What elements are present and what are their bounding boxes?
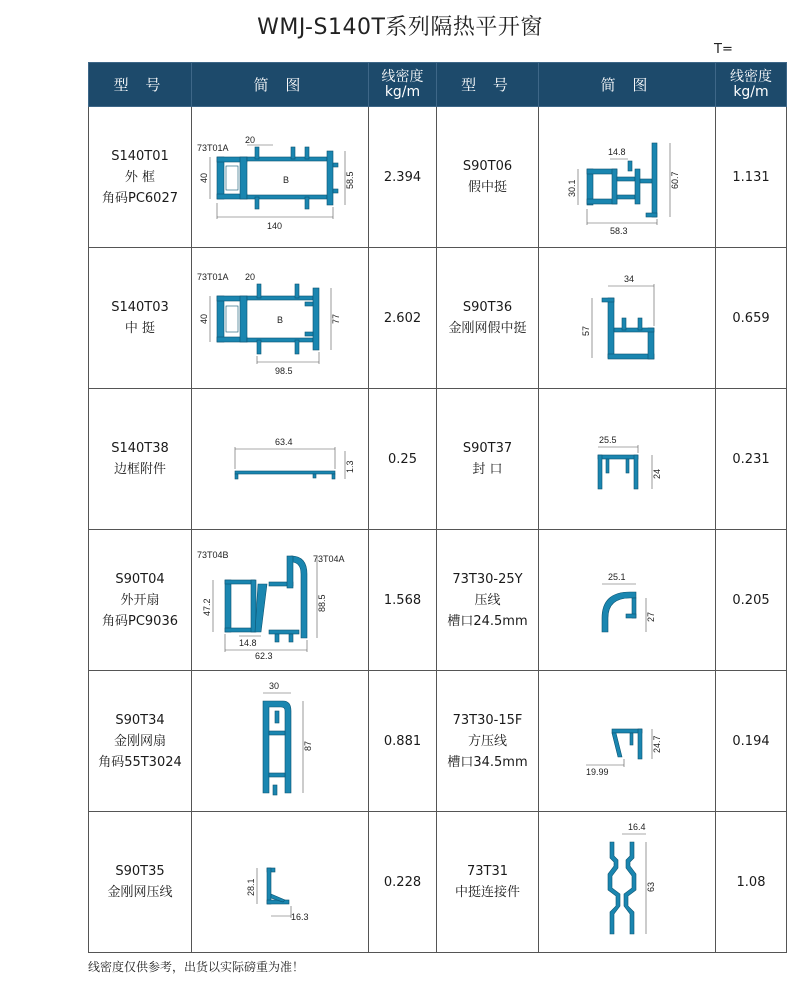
model-cell xyxy=(437,530,539,671)
diagram-cell xyxy=(192,248,369,389)
dim-label: 14.8 xyxy=(608,147,626,157)
dim-label: 20 xyxy=(245,135,256,145)
profile-drawing-s90t37 xyxy=(542,399,712,519)
model-desc: 封 口 xyxy=(472,462,503,477)
profile-drawing-73t31 xyxy=(542,822,712,942)
table-row xyxy=(89,812,787,953)
model-desc: 方压线 xyxy=(467,733,507,749)
table-row xyxy=(89,389,787,530)
dim-label: B xyxy=(277,315,284,325)
dim-label: 73T04B xyxy=(197,550,229,560)
model-code: 73T30-25Y xyxy=(452,571,523,587)
model-cell xyxy=(437,389,539,530)
dim-label: 47.2 xyxy=(202,598,212,616)
dim-label: 58.3 xyxy=(610,226,628,236)
dim-label: 73T01A xyxy=(197,143,229,153)
dim-label: 62.3 xyxy=(255,651,273,660)
density-value: 2.602 xyxy=(369,248,437,389)
profile-drawing-s140t38 xyxy=(195,399,365,519)
dim-label: 20 xyxy=(245,272,256,282)
profile-drawing-73t30-25y xyxy=(542,540,712,660)
profile-drawing-s90t36 xyxy=(542,258,712,378)
model-cell xyxy=(89,107,192,248)
dim-label: 16.3 xyxy=(291,912,309,922)
dim-label: 73T04A xyxy=(313,554,345,564)
model-cell xyxy=(437,248,539,389)
diagram-cell xyxy=(539,671,716,812)
dim-label: 63.4 xyxy=(275,437,293,447)
diagram-cell xyxy=(539,248,716,389)
model-desc: 槽口34.5mm xyxy=(447,754,528,770)
dim-label: 77 xyxy=(331,313,341,324)
model-cell xyxy=(437,107,539,248)
table-row xyxy=(89,107,787,248)
model-code: S90T04 xyxy=(115,571,165,587)
model-cell xyxy=(89,248,192,389)
dim-label: 98.5 xyxy=(275,366,293,376)
dim-label: 30 xyxy=(269,681,280,691)
page-title: WMJ-S140T系列隔热平开窗 xyxy=(257,15,543,40)
dim-label: 27 xyxy=(646,611,656,622)
dim-label: 60.7 xyxy=(670,171,680,189)
profile-drawing-s90t34 xyxy=(195,681,365,801)
model-code: S90T35 xyxy=(115,864,165,879)
model-cell xyxy=(437,812,539,953)
profile-spec-table xyxy=(88,62,787,953)
model-cell xyxy=(437,671,539,812)
model-desc: 外 框 xyxy=(124,169,156,185)
model-desc: 角码PC6027 xyxy=(101,190,178,206)
dim-label: 40 xyxy=(199,172,209,183)
model-desc: 中挺连接件 xyxy=(454,885,520,900)
density-value: 2.394 xyxy=(369,107,437,248)
density-value: 1.131 xyxy=(716,107,787,248)
header-density-unit-2: kg/m xyxy=(733,83,769,100)
model-code: S140T38 xyxy=(111,441,169,456)
footer-note: 线密度仅供参考，出货以实际磅重为准！ xyxy=(88,960,305,974)
profile-drawing-73t30-15f xyxy=(542,681,712,801)
dim-label: 28.1 xyxy=(246,878,256,896)
model-code: S140T01 xyxy=(111,148,169,164)
model-code: S140T03 xyxy=(111,300,169,315)
dim-label: 24 xyxy=(652,468,662,479)
profile-drawing-s90t35 xyxy=(195,822,365,942)
density-value: 0.25 xyxy=(369,389,437,530)
model-code: S90T34 xyxy=(115,712,165,728)
density-value: 0.194 xyxy=(716,671,787,812)
dim-label: 30.1 xyxy=(567,179,577,197)
profile-drawing-s90t06 xyxy=(542,117,712,237)
model-cell xyxy=(89,671,192,812)
model-code: S90T36 xyxy=(462,300,513,315)
table-header-row xyxy=(89,63,787,107)
model-desc: 中 挺 xyxy=(124,321,156,336)
model-desc: 压线 xyxy=(474,592,501,608)
diagram-cell xyxy=(539,812,716,953)
table-row xyxy=(89,248,787,389)
model-code: S90T37 xyxy=(462,441,513,456)
profile-drawing-s90t04 xyxy=(195,540,365,660)
model-cell xyxy=(89,530,192,671)
model-desc: 外开扇 xyxy=(120,592,160,608)
dim-label: 34 xyxy=(624,274,635,284)
density-value: 1.08 xyxy=(716,812,787,953)
density-value: 1.568 xyxy=(369,530,437,671)
dim-label: 19.99 xyxy=(586,767,609,777)
dim-label: 87 xyxy=(303,740,313,751)
header-model-2: 型 号 xyxy=(437,63,539,107)
model-desc: 金刚网假中挺 xyxy=(448,321,527,336)
header-density-name: 线密度 xyxy=(381,68,424,85)
dim-label: B xyxy=(283,175,290,185)
model-desc: 假中挺 xyxy=(467,180,507,195)
dim-label: 16.4 xyxy=(628,822,646,832)
model-code: 73T31 xyxy=(466,864,509,879)
model-desc: 金刚网压线 xyxy=(107,885,173,900)
t-mark: T= xyxy=(714,42,733,57)
model-code: 73T30-15F xyxy=(452,712,523,728)
dim-label: 1.3 xyxy=(345,460,355,473)
density-value: 0.659 xyxy=(716,248,787,389)
header-density-2 xyxy=(716,63,787,107)
diagram-cell xyxy=(539,389,716,530)
diagram-cell xyxy=(192,530,369,671)
model-desc: 角码55T3024 xyxy=(98,754,182,770)
table-row xyxy=(89,530,787,671)
dim-label: 25.1 xyxy=(608,572,626,582)
model-code: S90T06 xyxy=(462,159,513,174)
density-value: 0.228 xyxy=(369,812,437,953)
header-density-unit: kg/m xyxy=(384,83,421,100)
diagram-cell xyxy=(539,530,716,671)
dim-label: 58.5 xyxy=(345,171,355,189)
dim-label: 88.5 xyxy=(317,594,327,612)
dim-label: 24.7 xyxy=(652,735,662,753)
dim-label: 14.8 xyxy=(239,638,257,648)
model-desc: 槽口24.5mm xyxy=(447,613,528,629)
diagram-cell xyxy=(192,107,369,248)
header-diagram-2: 简 图 xyxy=(539,63,716,107)
header-model: 型 号 xyxy=(89,63,192,107)
model-desc: 金刚网扇 xyxy=(113,733,166,749)
dim-label: 40 xyxy=(199,313,209,324)
model-cell xyxy=(89,812,192,953)
model-cell xyxy=(89,389,192,530)
dim-label: 63 xyxy=(646,881,656,892)
diagram-cell xyxy=(192,389,369,530)
header-density-name-2: 线密度 xyxy=(730,68,772,85)
table-row xyxy=(89,671,787,812)
dim-label: 140 xyxy=(267,221,283,231)
diagram-cell xyxy=(192,671,369,812)
profile-drawing-s140t01 xyxy=(195,117,365,237)
profile-drawing-s140t03 xyxy=(195,258,365,378)
density-value: 0.881 xyxy=(369,671,437,812)
dim-label: 25.5 xyxy=(599,435,617,445)
header-density xyxy=(369,63,437,107)
dim-label: 73T01A xyxy=(197,272,229,282)
density-value: 0.205 xyxy=(716,530,787,671)
diagram-cell xyxy=(539,107,716,248)
model-desc: 边框附件 xyxy=(113,462,166,477)
header-diagram: 简 图 xyxy=(192,63,369,107)
model-desc: 角码PC9036 xyxy=(101,613,178,629)
density-value: 0.231 xyxy=(716,389,787,530)
diagram-cell xyxy=(192,812,369,953)
dim-label: 57 xyxy=(581,325,591,336)
